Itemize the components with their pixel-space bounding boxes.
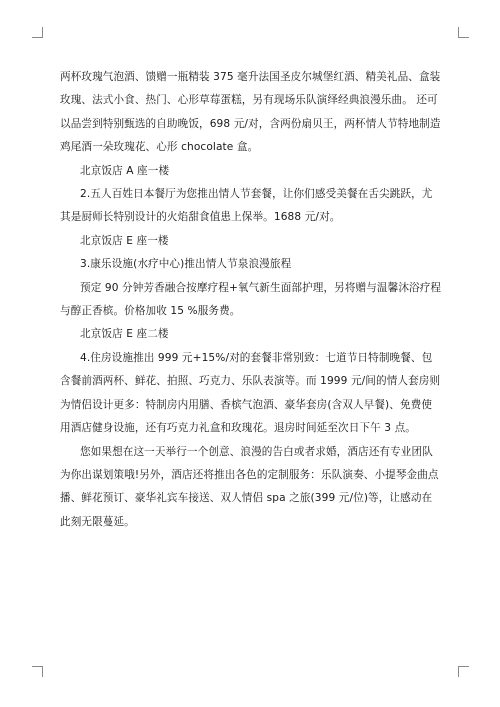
location-line: 北京饭店 A 座一楼 <box>80 164 170 177</box>
paragraph-spa-heading: 3.康乐设施(水疗中心)推出情人节泉浪漫旅程 <box>80 258 292 271</box>
crop-mark-bottom-right <box>458 666 469 677</box>
paragraph-custom-services: 您如果想在这一天举行一个创意、浪漫的告白或者求婚，酒店还有专业团队为你出谋划策哦!另外，酒店还将推出各色的定制服务：乐队演奏、小提琴金曲点播、鲜花预订、豪华礼宾车接送、双人情侣 spa 之旅(399 元/位)等，让感动在此刻无限蔓延。 <box>60 445 439 528</box>
paragraph-japanese-restaurant: 2.五人百姓日本餐厅为您推出情人节套餐，让你们感受美餐在舌尖跳跃，尤其是厨师长特别设计的火焰甜食值患上保举。1688 元/对。 <box>60 188 433 224</box>
paragraph-room-package: 4.住房设施推出 999 元+15%/对的套餐非常别致：七道节日特制晚餐、包含餐前酒两杯、鲜花、拍照、巧克力、乐队表演等。而 1999 元/间的情人套房则为情侣设计更多：特制房内用膳、香槟气泡酒、豪华套房(含双人早餐)、免费使用酒店健身设施，还有巧克力礼盒和玫瑰花。退房时间延至次日下午 3 点。 <box>60 351 441 435</box>
location-line: 北京饭店 E 座一楼 <box>80 234 169 247</box>
crop-mark-bottom-left <box>32 666 43 677</box>
location-line: 北京饭店 E 座二楼 <box>80 328 169 341</box>
document-body <box>60 66 442 534</box>
crop-mark-top-right <box>458 27 469 38</box>
crop-mark-top-left <box>32 27 43 38</box>
paragraph-spa-details: 预定 90 分钟芳香融合按摩疗程+氧气新生面部护理，另将赠与温馨沐浴疗程与醇正香槟。价格加收 15 %服务费。 <box>60 281 442 318</box>
paragraph-package-details: 两杯玫瑰气泡酒、馈赠一瓶精装 375 毫升法国圣皮尔城堡红酒、精美礼品、盒装玫瑰、法式小食、热门、心形草莓蛋糕，另有现场乐队演绎经典浪漫乐曲。 还可以品尝到特别甄选的自助晚饭，698 元/对，含两份扇贝王，两杯情人节特地制造鸡尾酒一朵玫瑰花、心形 chocolate 盒。 <box>60 71 441 154</box>
